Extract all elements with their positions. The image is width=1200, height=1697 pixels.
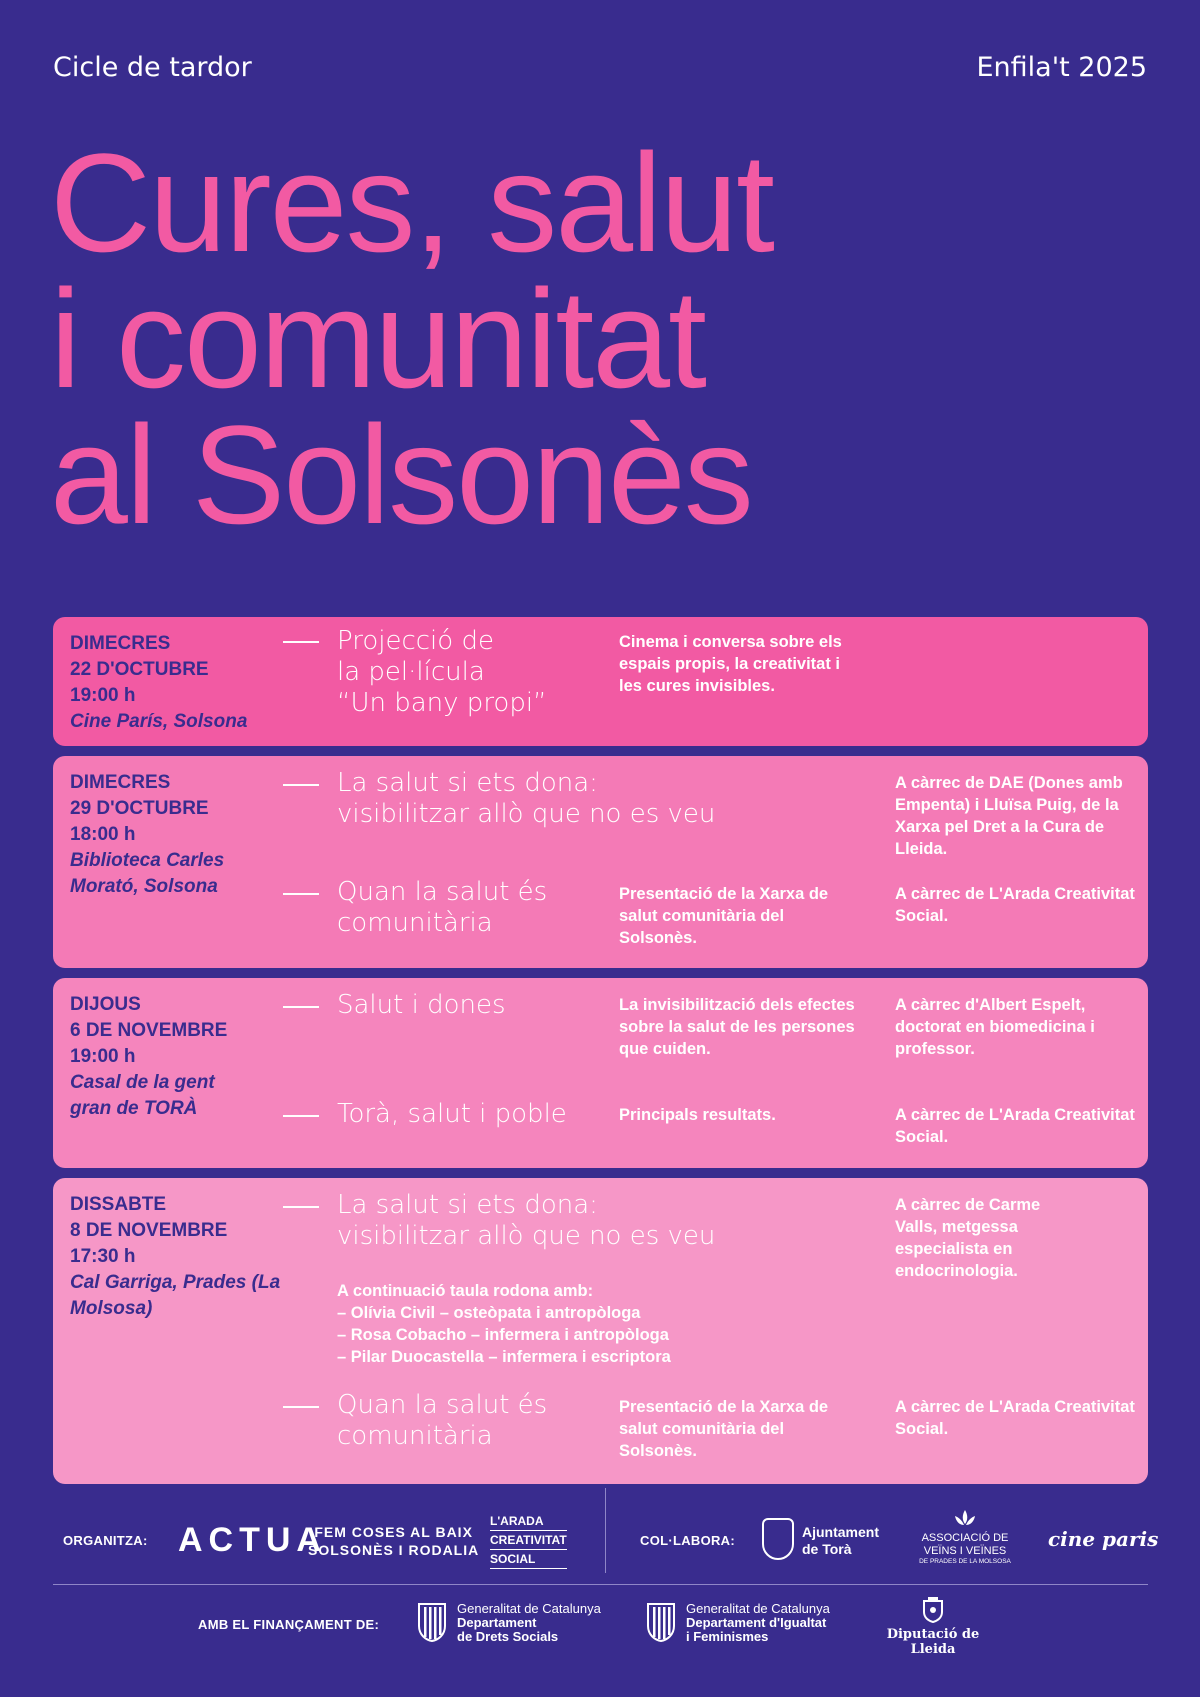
associacio-line: ASSOCIACIÓ DE [921, 1532, 1009, 1544]
event-title-line: La salut si ets dona: [337, 768, 598, 798]
session-place: Cine París, Solsona [70, 711, 248, 732]
department-line: Departament d'Igualtat [686, 1615, 827, 1630]
diputacio-lleida-logo [873, 1597, 993, 1657]
footer-divider-horizontal [53, 1584, 1148, 1585]
department-line: i Feminismes [686, 1629, 769, 1644]
event-title [337, 768, 715, 830]
arada-line: SOCIAL [490, 1550, 567, 1569]
event-speaker: A càrrec de Carme Valls, metgessa especialista en endocrinologia. [895, 1196, 1041, 1280]
title-line: Cures, salut [50, 124, 773, 281]
main-title [50, 124, 773, 553]
ajuntament-line: Ajuntament [802, 1524, 879, 1540]
department-line: Departament [457, 1615, 537, 1630]
event-title [337, 877, 547, 939]
event-title-line: comunitària [337, 1421, 493, 1451]
leaves-icon [953, 1508, 977, 1530]
event-title [337, 1390, 547, 1452]
event-title-line: visibilitzar allò que no es veu [337, 1221, 716, 1251]
diputacio-text: Diputació de Lleida [886, 1627, 980, 1657]
event-description: Cinema i conversa sobre els espais propis, la creativitat i les cures invisibles. [619, 633, 842, 695]
event-speaker: A càrrec de L'Arada Creativitat Social. [895, 1398, 1135, 1438]
dash-divider [283, 893, 319, 895]
event-title-line: Quan la salut és [337, 877, 548, 907]
event-title [337, 990, 506, 1021]
ajuntament-line: de Torà [802, 1541, 852, 1557]
dash-divider [283, 784, 319, 786]
cycle-label: Cicle de tardor [53, 52, 252, 83]
session-date-text: 8 DE NOVEMBRE [70, 1220, 228, 1241]
session-card-1 [53, 617, 1148, 746]
event-title-line: comunitària [337, 908, 493, 938]
event-speaker: A càrrec de DAE (Dones amb Empenta) i Lluïsa Puig, de la Xarxa pel Dret a la Cura de Lleida. [895, 774, 1123, 858]
collabora-label: COL·LABORA: [640, 1533, 736, 1548]
arada-logo [490, 1512, 567, 1569]
title-line: al Solsonès [50, 396, 752, 553]
session-day: DIMECRES [70, 772, 171, 793]
generalitat-line: Generalitat de Catalunya [686, 1601, 830, 1616]
event-description: La invisibilització dels efectes sobre la salut de les persones que cuiden. [619, 996, 855, 1058]
arada-line: CREATIVITAT [490, 1531, 567, 1550]
department-line: de Drets Socials [457, 1629, 559, 1644]
associacio-logo [915, 1508, 1015, 1565]
arada-line: L'ARADA [490, 1512, 567, 1531]
ajuntament-text [802, 1524, 879, 1558]
event-title-line: Quan la salut és [337, 1390, 548, 1420]
event-title-line: Salut i dones [337, 990, 506, 1020]
session-date [70, 631, 280, 735]
session-date [70, 1192, 290, 1322]
event-title-line: la pel·lícula [337, 657, 485, 687]
round-table-member: – Rosa Cobacho – infermera i antropòloga [337, 1326, 669, 1344]
event-title-line: “Un bany propi” [337, 688, 547, 718]
session-place: Cal Garriga, Prades (La Molsosa) [70, 1272, 281, 1319]
generalitat-text [686, 1602, 830, 1644]
generalitat-shield-icon [417, 1602, 447, 1642]
session-place: Casal de la gent gran de TORÀ [70, 1072, 215, 1119]
event-title-line: visibilitzar allò que no es veu [337, 799, 716, 829]
event-speaker: A càrrec de L'Arada Creativitat Social. [895, 1106, 1135, 1146]
edition-label: Enfila't 2025 [976, 52, 1147, 83]
footer-divider-vertical [605, 1488, 606, 1573]
generalitat-line: Generalitat de Catalunya [457, 1601, 601, 1616]
event-title [337, 1099, 567, 1130]
session-time: 19:00 h [70, 1046, 136, 1067]
event-title-line: La salut si ets dona: [337, 1190, 598, 1220]
fem-line: FEM COSES AL BAIX [314, 1524, 473, 1540]
event-title-line: Projecció de [337, 626, 494, 656]
actua-logo: ACTUA [178, 1521, 327, 1559]
event-speaker: A càrrec de L'Arada Creativitat Social. [895, 885, 1135, 925]
session-date-text: 29 D'OCTUBRE [70, 798, 209, 819]
generalitat-text [457, 1602, 601, 1644]
dash-divider [283, 1006, 319, 1008]
session-date-text: 6 DE NOVEMBRE [70, 1020, 228, 1041]
fem-line: SOLSONÈS I RODALIA [308, 1542, 480, 1558]
associacio-line: VEÏNS I VEÏNES [923, 1545, 1007, 1557]
organitza-label: ORGANITZA: [63, 1533, 148, 1548]
session-day: DISSABTE [70, 1194, 167, 1215]
event-description: Principals resultats. [619, 1106, 776, 1124]
event-title [337, 1190, 715, 1252]
session-day: DIMECRES [70, 633, 171, 654]
dash-divider [283, 1115, 319, 1117]
round-table-member: – Pilar Duocastella – infermera i escriptora [337, 1348, 671, 1366]
diputacio-crest-icon [922, 1597, 944, 1623]
session-date [70, 770, 270, 900]
title-line: i comunitat [50, 260, 705, 417]
event-description: Presentació de la Xarxa de salut comunitària del Solsonès. [619, 1398, 829, 1460]
session-place: Biblioteca Carles Morató, Solsona [70, 850, 225, 897]
event-title-line: Torà, salut i poble [337, 1099, 567, 1129]
session-time: 19:00 h [70, 685, 136, 706]
associacio-subline: DE PRADES DE LA MOLSOSA [919, 1558, 1011, 1565]
round-table [337, 1280, 671, 1368]
generalitat-shield-icon [646, 1602, 676, 1642]
event-speaker: A càrrec d'Albert Espelt, doctorat en biomedicina i professor. [895, 996, 1095, 1058]
cine-paris-logo: cine paris [1048, 1527, 1159, 1551]
fem-coses-logo [308, 1523, 479, 1559]
session-day: DIJOUS [70, 994, 141, 1015]
session-time: 17:30 h [70, 1246, 136, 1267]
event-title [337, 626, 547, 719]
round-table-intro: A continuació taula rodona amb: [337, 1282, 594, 1300]
dash-divider [283, 1206, 319, 1208]
round-table-member: – Olívia Civil – osteòpata i antropòloga [337, 1304, 641, 1322]
session-card-2 [53, 756, 1148, 968]
session-card-3 [53, 978, 1148, 1168]
ajuntament-tora-logo [762, 1518, 882, 1564]
event-description: Presentació de la Xarxa de salut comunitària del Solsonès. [619, 885, 829, 947]
dash-divider [283, 1406, 319, 1408]
financament-label: AMB EL FINANÇAMENT DE: [198, 1617, 380, 1632]
session-time: 18:00 h [70, 824, 136, 845]
session-date [70, 992, 260, 1122]
dash-divider [283, 641, 319, 643]
session-card-4 [53, 1178, 1148, 1484]
coat-of-arms-icon [762, 1518, 794, 1560]
session-date-text: 22 D'OCTUBRE [70, 659, 209, 680]
